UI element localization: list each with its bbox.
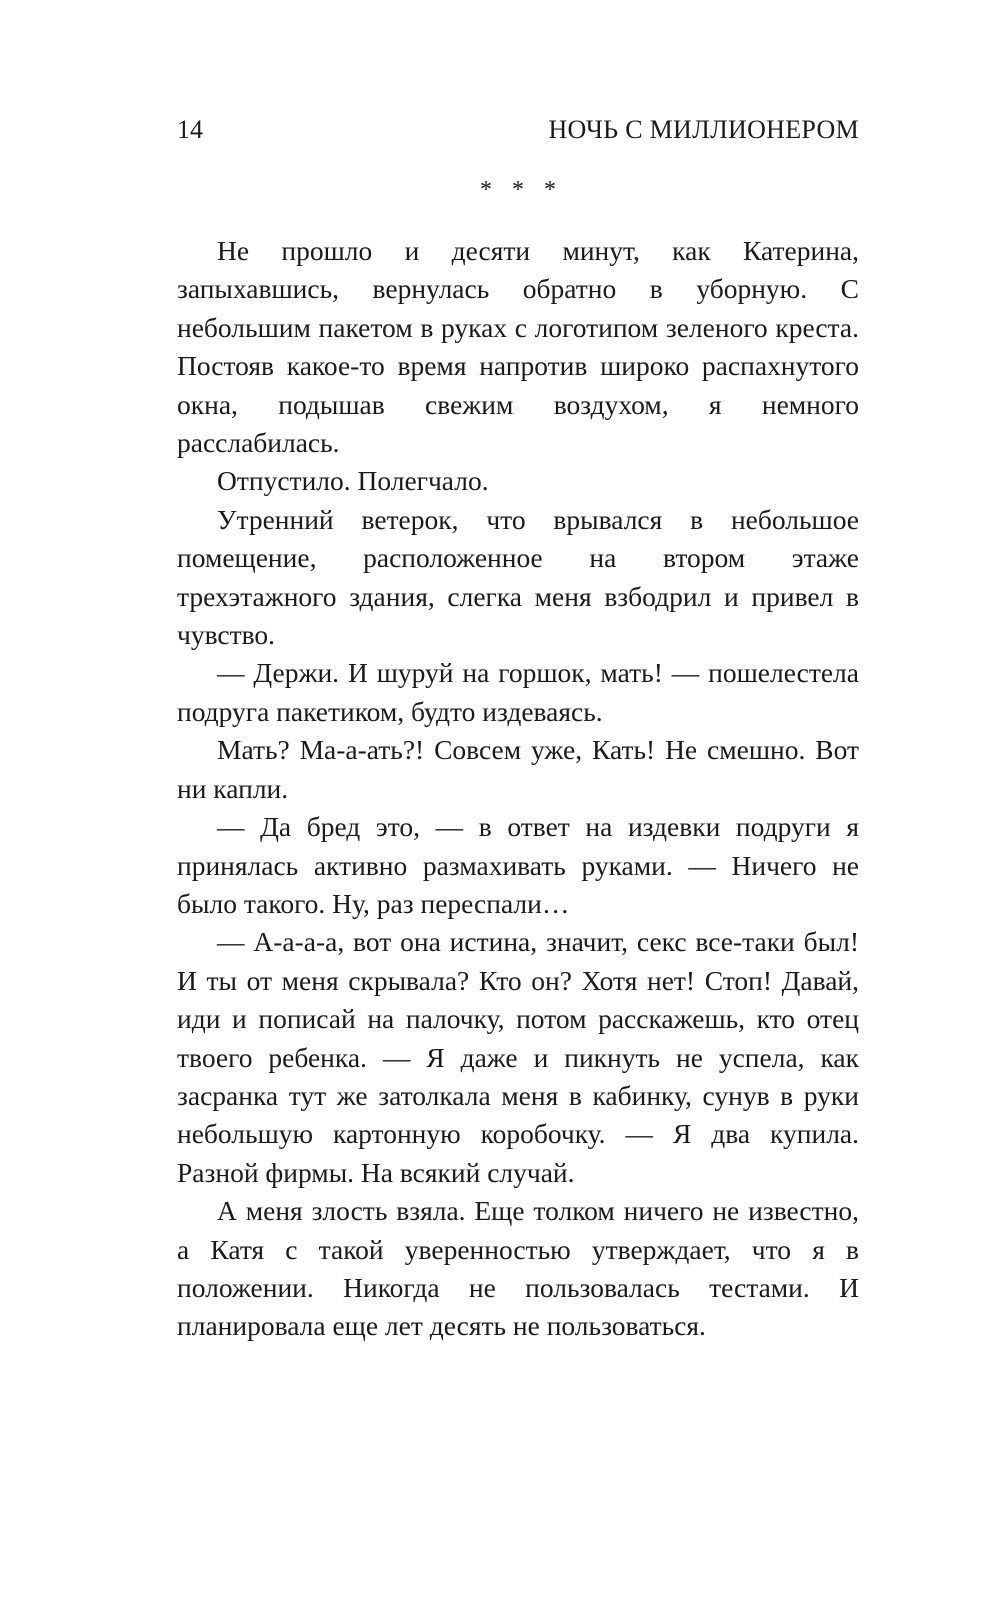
paragraph: Утренний ветерок, что врывался в небольшое помещение, расположенное на втором этаже трехэтажного здания, слегка меня взбодрил и привел в чувство. — [177, 503, 859, 651]
book-page — [177, 0, 859, 1616]
chapter-text — [177, 232, 859, 1346]
page-number: 14 — [177, 115, 203, 144]
paragraph: Не прошло и десяти минут, как Катерина, запыхавшись, вернулась обратно в уборную. С небольшим пакетом в руках с логотипом зеленого креста. Постояв какое-то время напротив широко распахнутого окна, подышав свежим воздухом, я немного расслабилась. — [177, 235, 859, 459]
paragraph: Мать? Ма-а-ать?! Совсем уже, Кать! Не смешно. Вот ни капли. — [177, 734, 859, 804]
paragraph: Отпустило. Полегчало. — [217, 465, 489, 497]
section-break: * * * — [480, 177, 556, 203]
paragraph: А меня злость взяла. Еще толком ничего не известно, а Катя с такой уверенностью утверждает, что я в положении. Никогда не пользовалась тестами. И планировала еще лет десять не пользоваться. — [177, 1195, 859, 1342]
paragraph: — Держи. И шуруй на горшок, мать! — пошелестела подруга пакетиком, будто издеваясь. — [177, 657, 859, 727]
running-head — [177, 112, 859, 148]
running-title: НОЧЬ С МИЛЛИОНЕРОМ — [548, 115, 859, 144]
paragraph: — Да бред это, — в ответ на издевки подруги я принялась активно размахивать руками. — Ничего не было такого. Ну, раз переспали… — [177, 811, 859, 919]
paragraph: — А-а-а-а, вот она истина, значит, секс все-таки был! И ты от меня скрывала? Кто он? Хотя нет! Стоп! Давай, иди и пописай на палочку, потом расскажешь, кто отец твоего ребенка. — Я даже и пикнуть не успела, как засранка тут же затолкала меня в кабинку, сунув в руки небольшую картонную коробочку. — Я два купила. Разной фирмы. На всякий случай. — [177, 926, 859, 1188]
